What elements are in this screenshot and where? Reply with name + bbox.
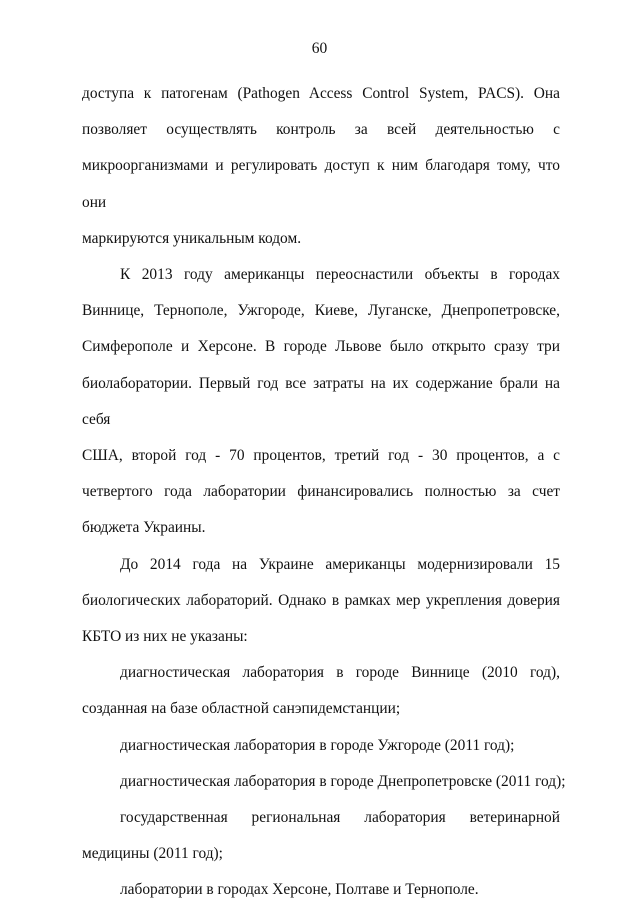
- text-line: маркируются уникальным кодом.: [82, 229, 302, 247]
- text-line: лаборатории в городах Херсоне, Полтаве и Тернополе.: [120, 881, 479, 899]
- text-line: государственная региональная лаборатория ветеринарной: [120, 809, 560, 827]
- text-line: четвертого года лаборатории финансировались полностью за счет: [82, 483, 560, 501]
- text-line: диагностическая лаборатория в городе Ужгороде (2011 год);: [120, 736, 515, 754]
- text-line: бюджета Украины.: [82, 519, 206, 537]
- text-line: созданная на базе областной санэпидемстанции;: [82, 700, 401, 718]
- text-line: Виннице, Тернополе, Ужгороде, Киеве, Луганске, Днепропетровске,: [82, 302, 560, 320]
- text-line: биолаборатории. Первый год все затраты на их содержание брали на себя: [82, 374, 560, 428]
- text-line: позволяет осуществлять контроль за всей деятельностью с: [82, 121, 560, 139]
- text-line: медицины (2011 год);: [82, 845, 223, 863]
- page-number: 60: [311, 40, 328, 57]
- text-line: доступа к патогенам (Pathogen Access Control System, PACS). Она: [82, 85, 560, 102]
- text-line: Симферополе и Херсоне. В городе Львове было открыто сразу три: [82, 338, 560, 356]
- text-line: США, второй год - 70 процентов, третий год - 30 процентов, а с: [82, 447, 560, 465]
- text-line: биологических лабораторий. Однако в рамках мер укрепления доверия: [82, 591, 560, 609]
- text-line: диагностическая лаборатория в городе Виннице (2010 год),: [120, 664, 560, 682]
- text-line: КБТО из них не указаны:: [82, 628, 248, 646]
- text-line: диагностическая лаборатория в городе Днепропетровске (2011 год);: [120, 772, 566, 790]
- text-line: микроорганизмами и регулировать доступ к ним благодаря тому, что они: [82, 157, 560, 211]
- body-text: [82, 76, 566, 909]
- text-line: К 2013 году американцы переоснастили объекты в городах: [120, 266, 560, 284]
- text-line: До 2014 года на Украине американцы модернизировали 15: [120, 555, 560, 573]
